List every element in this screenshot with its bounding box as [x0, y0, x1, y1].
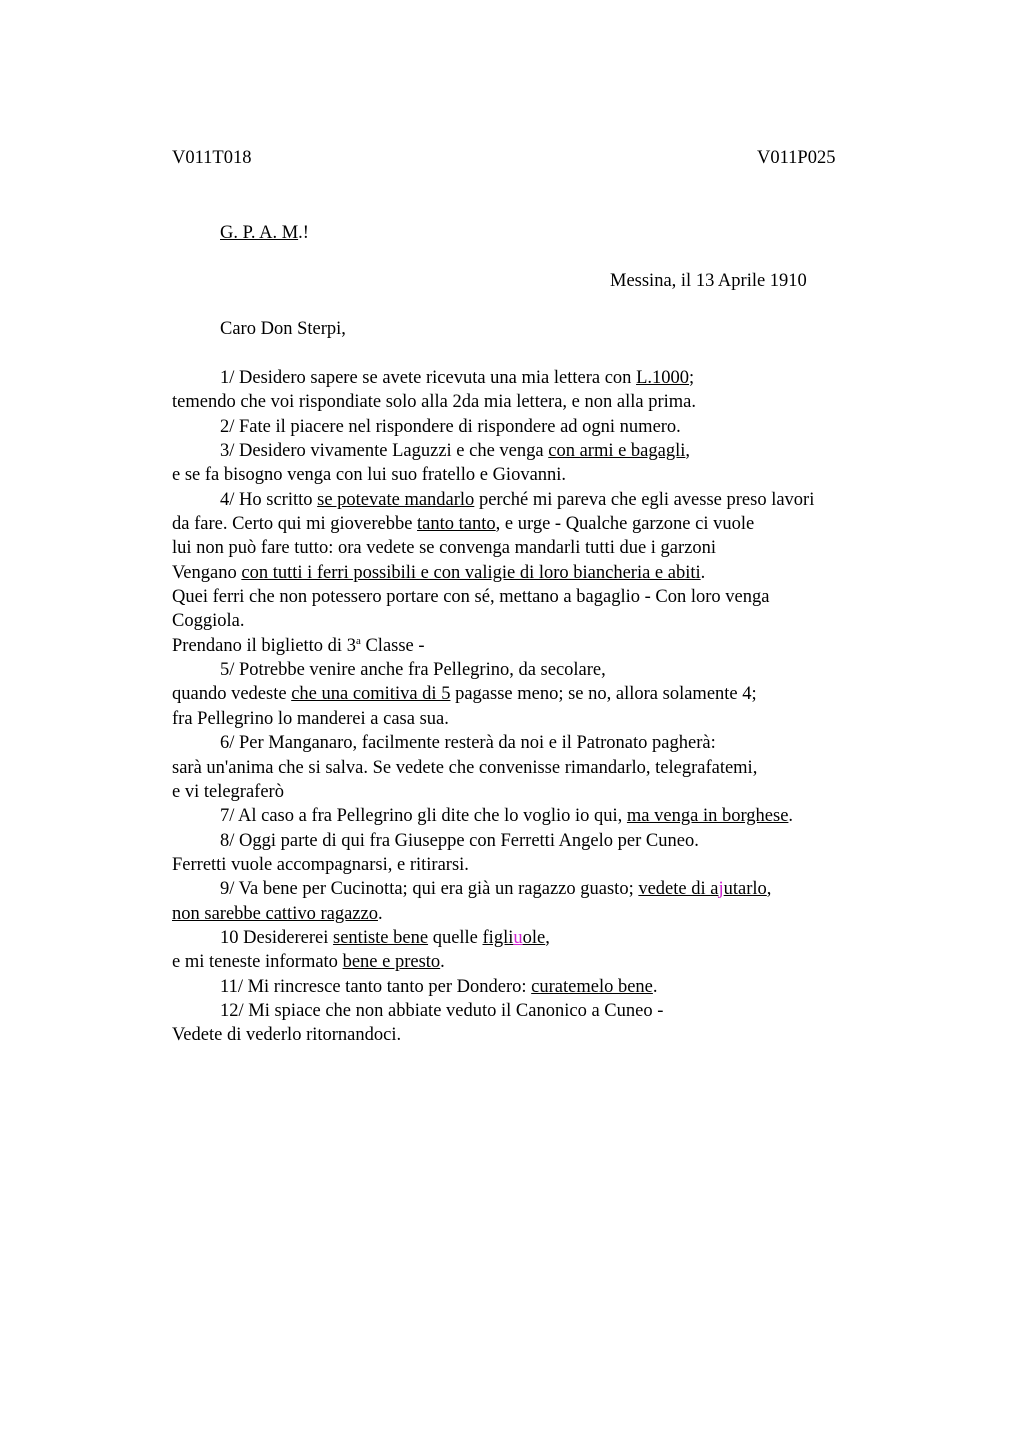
line-item-5: 5/ Potrebbe venire anche fra Pellegrino, da secolare, [220, 660, 606, 681]
line-item-6-cont-2: e vi telegraferò [172, 781, 284, 802]
invocation-text: G. P. A. M [220, 223, 299, 243]
invocation-end: .! [298, 223, 309, 243]
line-item-5-cont-1: quando vedeste che una comitiva di 5 pagasse meno; se no, allora solamente 4; [172, 684, 757, 705]
line-item-6-cont-1: sarà un'anima che si salva. Se vedete che convenisse rimandarlo, telegrafatemi, [172, 757, 758, 778]
line-item-9: 9/ Va bene per Cucinotta; qui era già un ragazzo guasto; vedete di ajutarlo, [220, 879, 772, 900]
line-item-8: 8/ Oggi parte di qui fra Giuseppe con Ferretti Angelo per Cuneo. [220, 830, 699, 851]
line-item-1-cont: temendo che voi rispondiate solo alla 2da mia lettera, e non alla prima. [172, 392, 696, 413]
line-item-12-cont: Vedete di vederlo ritornandoci. [172, 1025, 402, 1046]
line-item-10-cont: e mi teneste informato bene e presto. [172, 952, 445, 973]
line-item-11: 11/ Mi rincresce tanto tanto per Dondero: curatemelo bene. [220, 976, 658, 997]
line-item-1: 1/ Desidero sapere se avete ricevuta una mia lettera con L.1000; [220, 368, 695, 388]
invocation [220, 221, 309, 245]
line-item-4-cont-1: da fare. Certo qui mi gioverebbe tanto tanto, e urge - Qualche garzone ci vuole [172, 514, 755, 535]
line-item-9-cont: non sarebbe cattivo ragazzo. [172, 903, 383, 924]
line-item-7: 7/ Al caso a fra Pellegrino gli dite che lo voglio io qui, ma venga in borghese. [220, 806, 794, 827]
place-date: Messina, il 13 Aprile 1910 [610, 271, 807, 291]
line-item-8-cont: Ferretti vuole accompagnarsi, e ritirarsi. [172, 854, 469, 875]
line-item-12: 12/ Mi spiace che non abbiate veduto il Canonico a Cuneo - [220, 1000, 664, 1021]
document-code-right: V011P025 [757, 148, 836, 168]
line-item-4-cont-4: Quei ferri che non potessero portare con sé, mettano a bagaglio - Con loro venga [172, 587, 770, 608]
line-item-6: 6/ Per Manganaro, facilmente resterà da noi e il Patronato pagherà: [220, 733, 716, 754]
line-item-4-cont-2: lui non può fare tutto: ora vedete se convenga mandarli tutti due i garzoni [172, 538, 717, 559]
line-item-3-cont: e se fa bisogno venga con lui suo fratello e Giovanni. [172, 465, 567, 486]
inserted-letter-u: u [513, 927, 523, 948]
document-code-left: V011T018 [172, 148, 252, 168]
line-item-4-cont-6: Prendano il biglietto di 3$^a$ Classe - [172, 634, 425, 656]
line-item-4-cont-3: Vengano con tutti i ferri possibili e con valigie di loro biancheria e abiti. [172, 562, 706, 583]
greeting: Caro Don Sterpi, [220, 319, 346, 339]
line-item-5-cont-2: fra Pellegrino lo manderei a casa sua. [172, 708, 449, 729]
line-item-2: 2/ Fate il piacere nel rispondere di rispondere ad ogni numero. [220, 416, 681, 437]
inserted-letter-j: j [718, 879, 724, 900]
letter-body [172, 366, 912, 1048]
line-item-10: 10 Desidererei sentiste bene quelle figliuole, [220, 927, 550, 948]
line-item-3: 3/ Desidero vivamente Laguzzi e che venga con armi e bagagli, [220, 441, 691, 462]
line-item-4: 4/ Ho scritto se potevate mandarlo perché mi pareva che egli avesse preso lavori [220, 489, 815, 510]
line-item-4-cont-5: Coggiola. [172, 611, 245, 632]
